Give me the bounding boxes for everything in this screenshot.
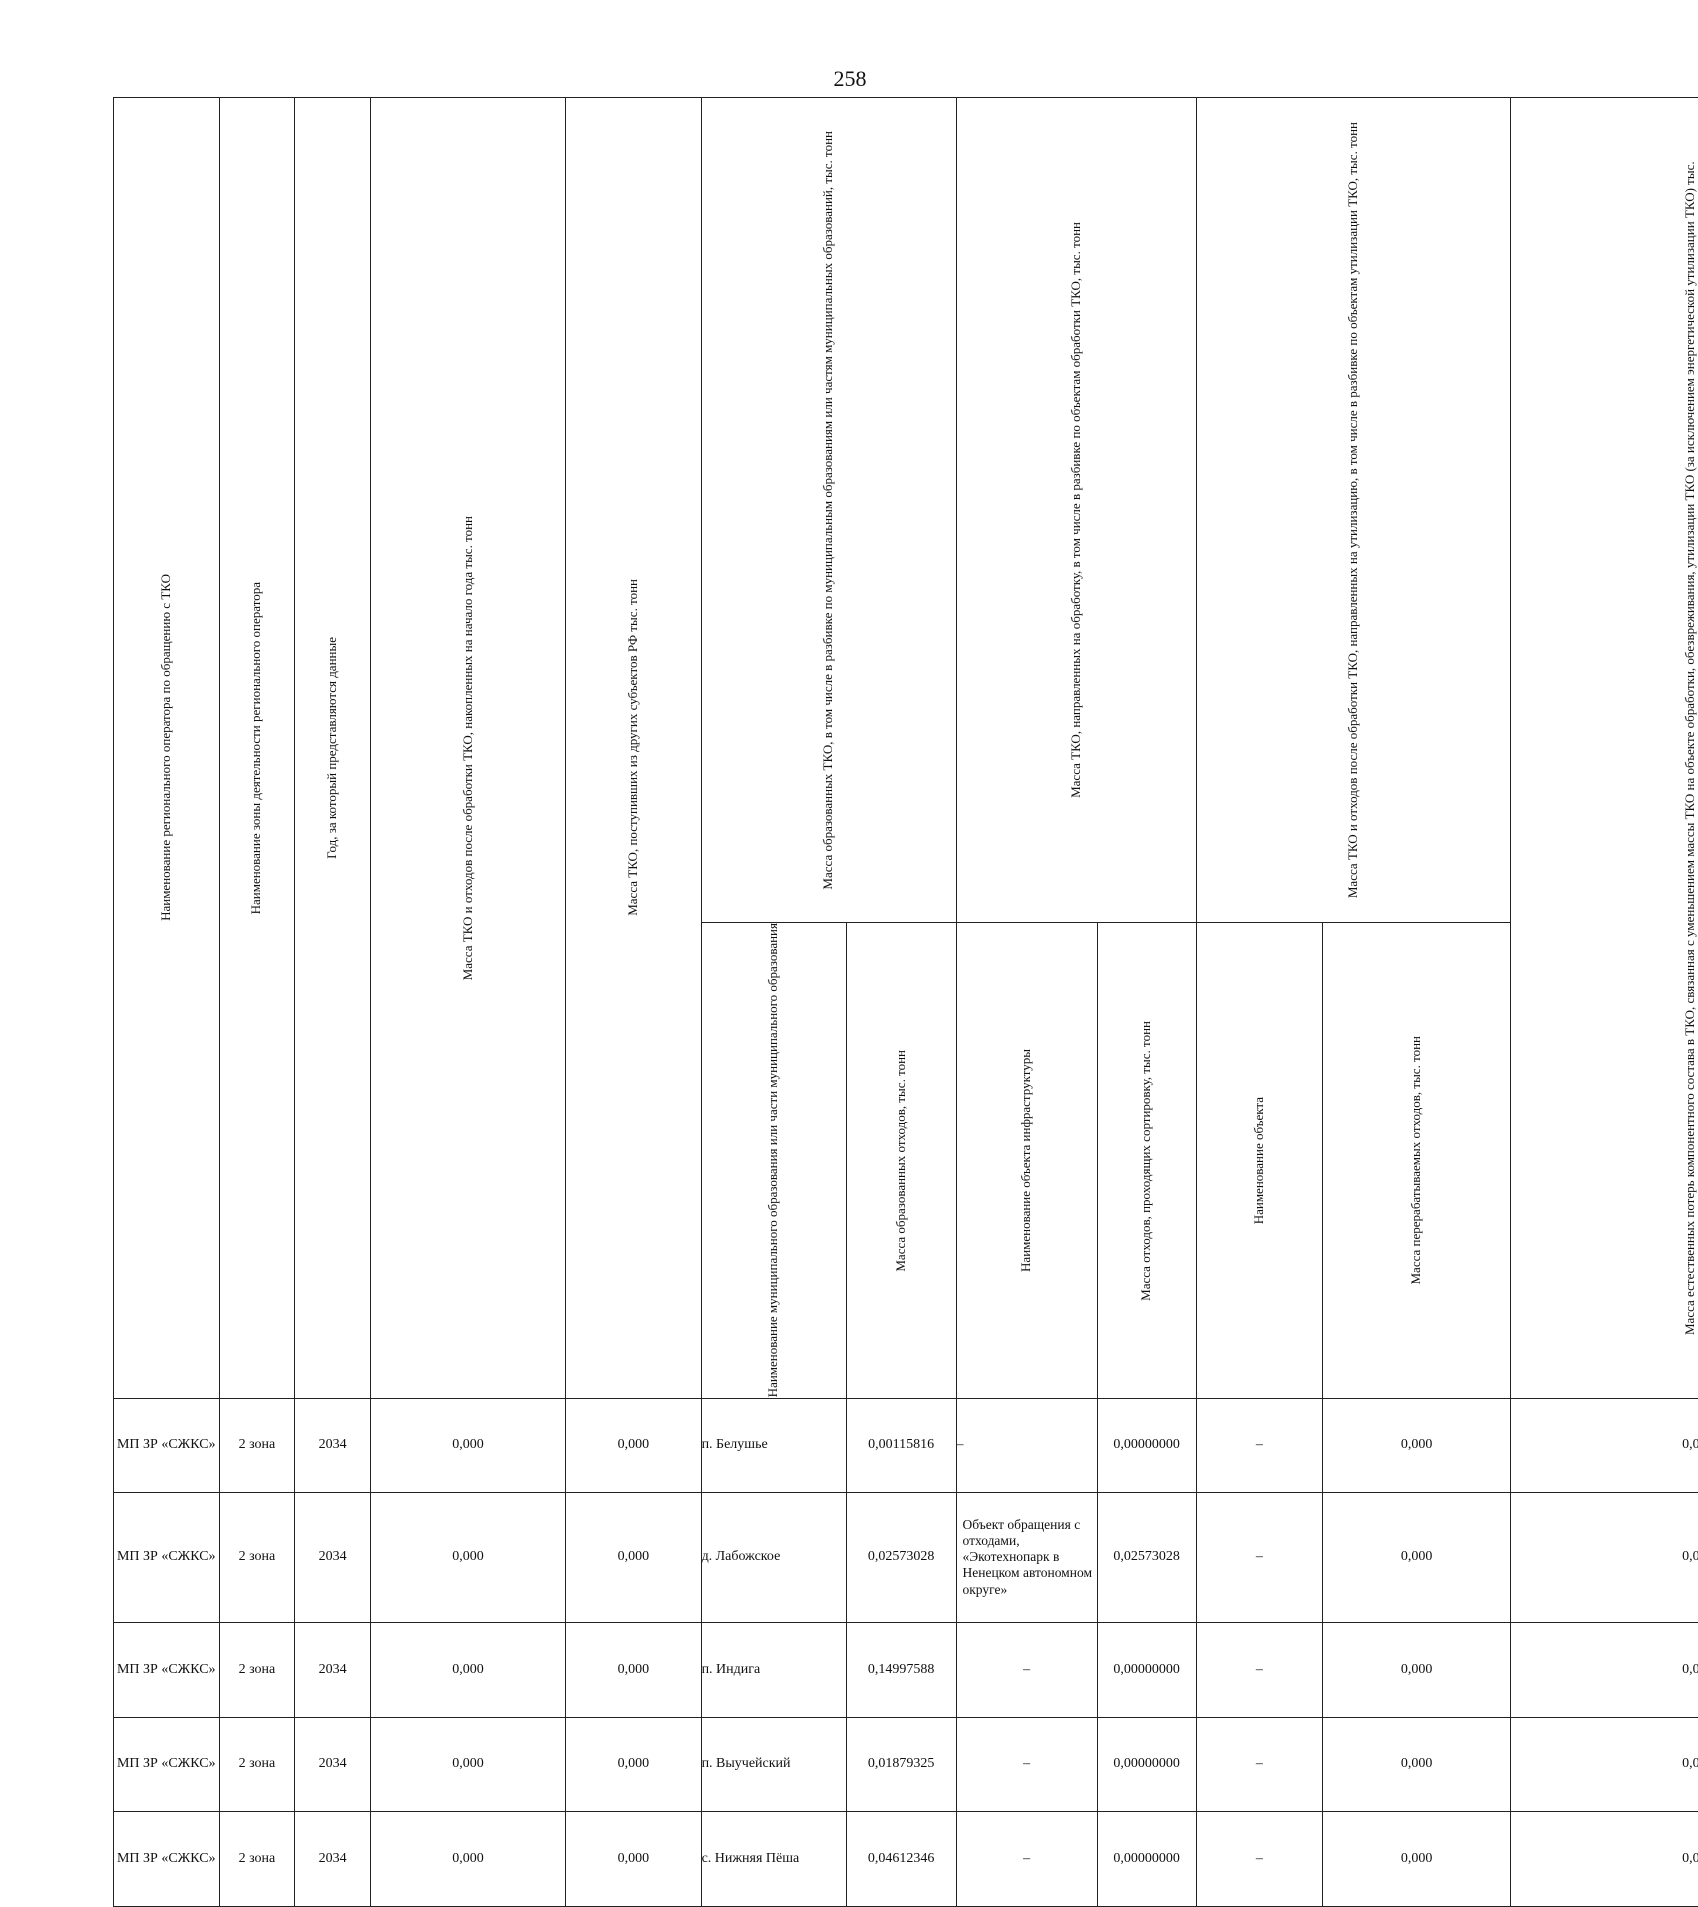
- header-row-1: [114, 98, 1698, 923]
- cell-mass-received: 0,000: [566, 1811, 701, 1906]
- cell-zone: 2 зона: [219, 1622, 295, 1717]
- cell-processing-mass: 0,00000000: [1097, 1717, 1196, 1811]
- cell-losses: 0,: [1511, 1811, 1698, 1906]
- header-municipality-name: Наименование муниципального образования или части муниципального образования: [701, 923, 846, 1398]
- header-year: Год, за который представляются данные: [295, 98, 371, 1399]
- cell-processing-object: –: [956, 1398, 1097, 1492]
- cell-mass-formed: 0,14997588: [846, 1622, 956, 1717]
- cell-utilization-object: –: [1196, 1717, 1323, 1811]
- cell-mass-received: 0,000: [566, 1492, 701, 1622]
- cell-operator: МП ЗР «СЖКС»: [114, 1622, 220, 1717]
- cell-mass-accumulated: 0,000: [370, 1811, 565, 1906]
- cell-processing-object: –: [956, 1622, 1097, 1717]
- cell-utilization-mass: 0,000: [1323, 1492, 1511, 1622]
- cell-processing-object: –: [956, 1717, 1097, 1811]
- cell-operator: МП ЗР «СЖКС»: [114, 1811, 220, 1906]
- page-number: 258: [800, 66, 900, 92]
- header-mass-formed-group: Масса образованных ТКО, в том числе в разбивке по муниципальным образованиям или частям муниципальных образований, тыс. тонн: [701, 98, 956, 923]
- header-losses: Масса естественных потерь компонентного состава в ТКО, связанная с уменьшением массы ТКО на объекте обработки, обезвреживания, утилизации ТКО (за исключением энергетической утилизации ТКО) тыс. тонн: [1511, 98, 1698, 1399]
- cell-mass-formed: 0,02573028: [846, 1492, 956, 1622]
- cell-year: 2034: [295, 1492, 371, 1622]
- cell-utilization-object: –: [1196, 1622, 1323, 1717]
- cell-mass-accumulated: 0,000: [370, 1717, 565, 1811]
- cell-year: 2034: [295, 1811, 371, 1906]
- cell-zone: 2 зона: [219, 1398, 295, 1492]
- header-utilization-group: Масса ТКО и отходов после обработки ТКО, направленных на утилизацию, в том числе в разбивке по объектам утилизации ТКО, тыс. тонн: [1196, 98, 1511, 923]
- cell-municipality: п. Выучейский: [701, 1717, 846, 1811]
- cell-utilization-object: –: [1196, 1811, 1323, 1906]
- cell-municipality: д. Лабожское: [701, 1492, 846, 1622]
- cell-zone: 2 зона: [219, 1811, 295, 1906]
- cell-mass-formed: 0,01879325: [846, 1717, 956, 1811]
- cell-utilization-object: –: [1196, 1398, 1323, 1492]
- cell-zone: 2 зона: [219, 1717, 295, 1811]
- cell-zone: 2 зона: [219, 1492, 295, 1622]
- cell-operator: МП ЗР «СЖКС»: [114, 1398, 220, 1492]
- header-utilization-name: Наименование объекта: [1196, 923, 1323, 1398]
- cell-mass-accumulated: 0,000: [370, 1398, 565, 1492]
- cell-processing-mass: 0,00000000: [1097, 1811, 1196, 1906]
- header-zone: Наименование зоны деятельности регионального оператора: [219, 98, 295, 1399]
- cell-municipality: п. Индига: [701, 1622, 846, 1717]
- cell-utilization-object: –: [1196, 1492, 1323, 1622]
- cell-operator: МП ЗР «СЖКС»: [114, 1492, 220, 1622]
- cell-municipality: п. Белушье: [701, 1398, 846, 1492]
- table-row: [114, 1717, 1698, 1811]
- cell-mass-accumulated: 0,000: [370, 1622, 565, 1717]
- cell-utilization-mass: 0,000: [1323, 1811, 1511, 1906]
- cell-mass-accumulated: 0,000: [370, 1492, 565, 1622]
- cell-mass-received: 0,000: [566, 1622, 701, 1717]
- cell-processing-object: Объект обращения с отходами, «Экотехнопарк в Ненецком автономном округе»: [956, 1492, 1097, 1622]
- cell-losses: 0,: [1511, 1492, 1698, 1622]
- cell-year: 2034: [295, 1622, 371, 1717]
- cell-mass-received: 0,000: [566, 1398, 701, 1492]
- header-mass-accumulated: Масса ТКО и отходов после обработки ТКО, накопленных на начало года тыс. тонн: [370, 98, 565, 1399]
- waste-report-table: [113, 97, 1698, 1907]
- cell-municipality: с. Нижняя Пёша: [701, 1811, 846, 1906]
- header-processing-group: Масса ТКО, направленных на обработку, в том числе в разбивке по объектам обработки ТКО, тыс. тонн: [956, 98, 1196, 923]
- cell-processing-mass: 0,00000000: [1097, 1398, 1196, 1492]
- cell-utilization-mass: 0,000: [1323, 1717, 1511, 1811]
- table-row: [114, 1398, 1698, 1492]
- cell-mass-received: 0,000: [566, 1717, 701, 1811]
- header-mass-received: Масса ТКО, поступивших из других субъектов РФ тыс. тонн: [566, 98, 701, 1399]
- table-row: [114, 1811, 1698, 1906]
- header-processing-mass: Масса отходов, проходящих сортировку, тыс. тонн: [1097, 923, 1196, 1398]
- table-row: [114, 1622, 1698, 1717]
- table-row: [114, 1492, 1698, 1622]
- cell-year: 2034: [295, 1398, 371, 1492]
- header-operator: Наименование регионального оператора по обращению с ТКО: [114, 98, 220, 1399]
- cell-processing-mass: 0,02573028: [1097, 1492, 1196, 1622]
- cell-mass-formed: 0,04612346: [846, 1811, 956, 1906]
- cell-losses: 0,: [1511, 1717, 1698, 1811]
- header-utilization-mass: Масса перерабатываемых отходов, тыс. тонн: [1323, 923, 1511, 1398]
- cell-utilization-mass: 0,000: [1323, 1398, 1511, 1492]
- cell-operator: МП ЗР «СЖКС»: [114, 1717, 220, 1811]
- header-processing-name: Наименование объекта инфраструктуры: [956, 923, 1097, 1398]
- cell-mass-formed: 0,00115816: [846, 1398, 956, 1492]
- cell-processing-mass: 0,00000000: [1097, 1622, 1196, 1717]
- cell-losses: 0,: [1511, 1398, 1698, 1492]
- cell-losses: 0,: [1511, 1622, 1698, 1717]
- cell-year: 2034: [295, 1717, 371, 1811]
- header-municipality-mass: Масса образованных отходов, тыс. тонн: [846, 923, 956, 1398]
- cell-utilization-mass: 0,000: [1323, 1622, 1511, 1717]
- cell-processing-object: –: [956, 1811, 1097, 1906]
